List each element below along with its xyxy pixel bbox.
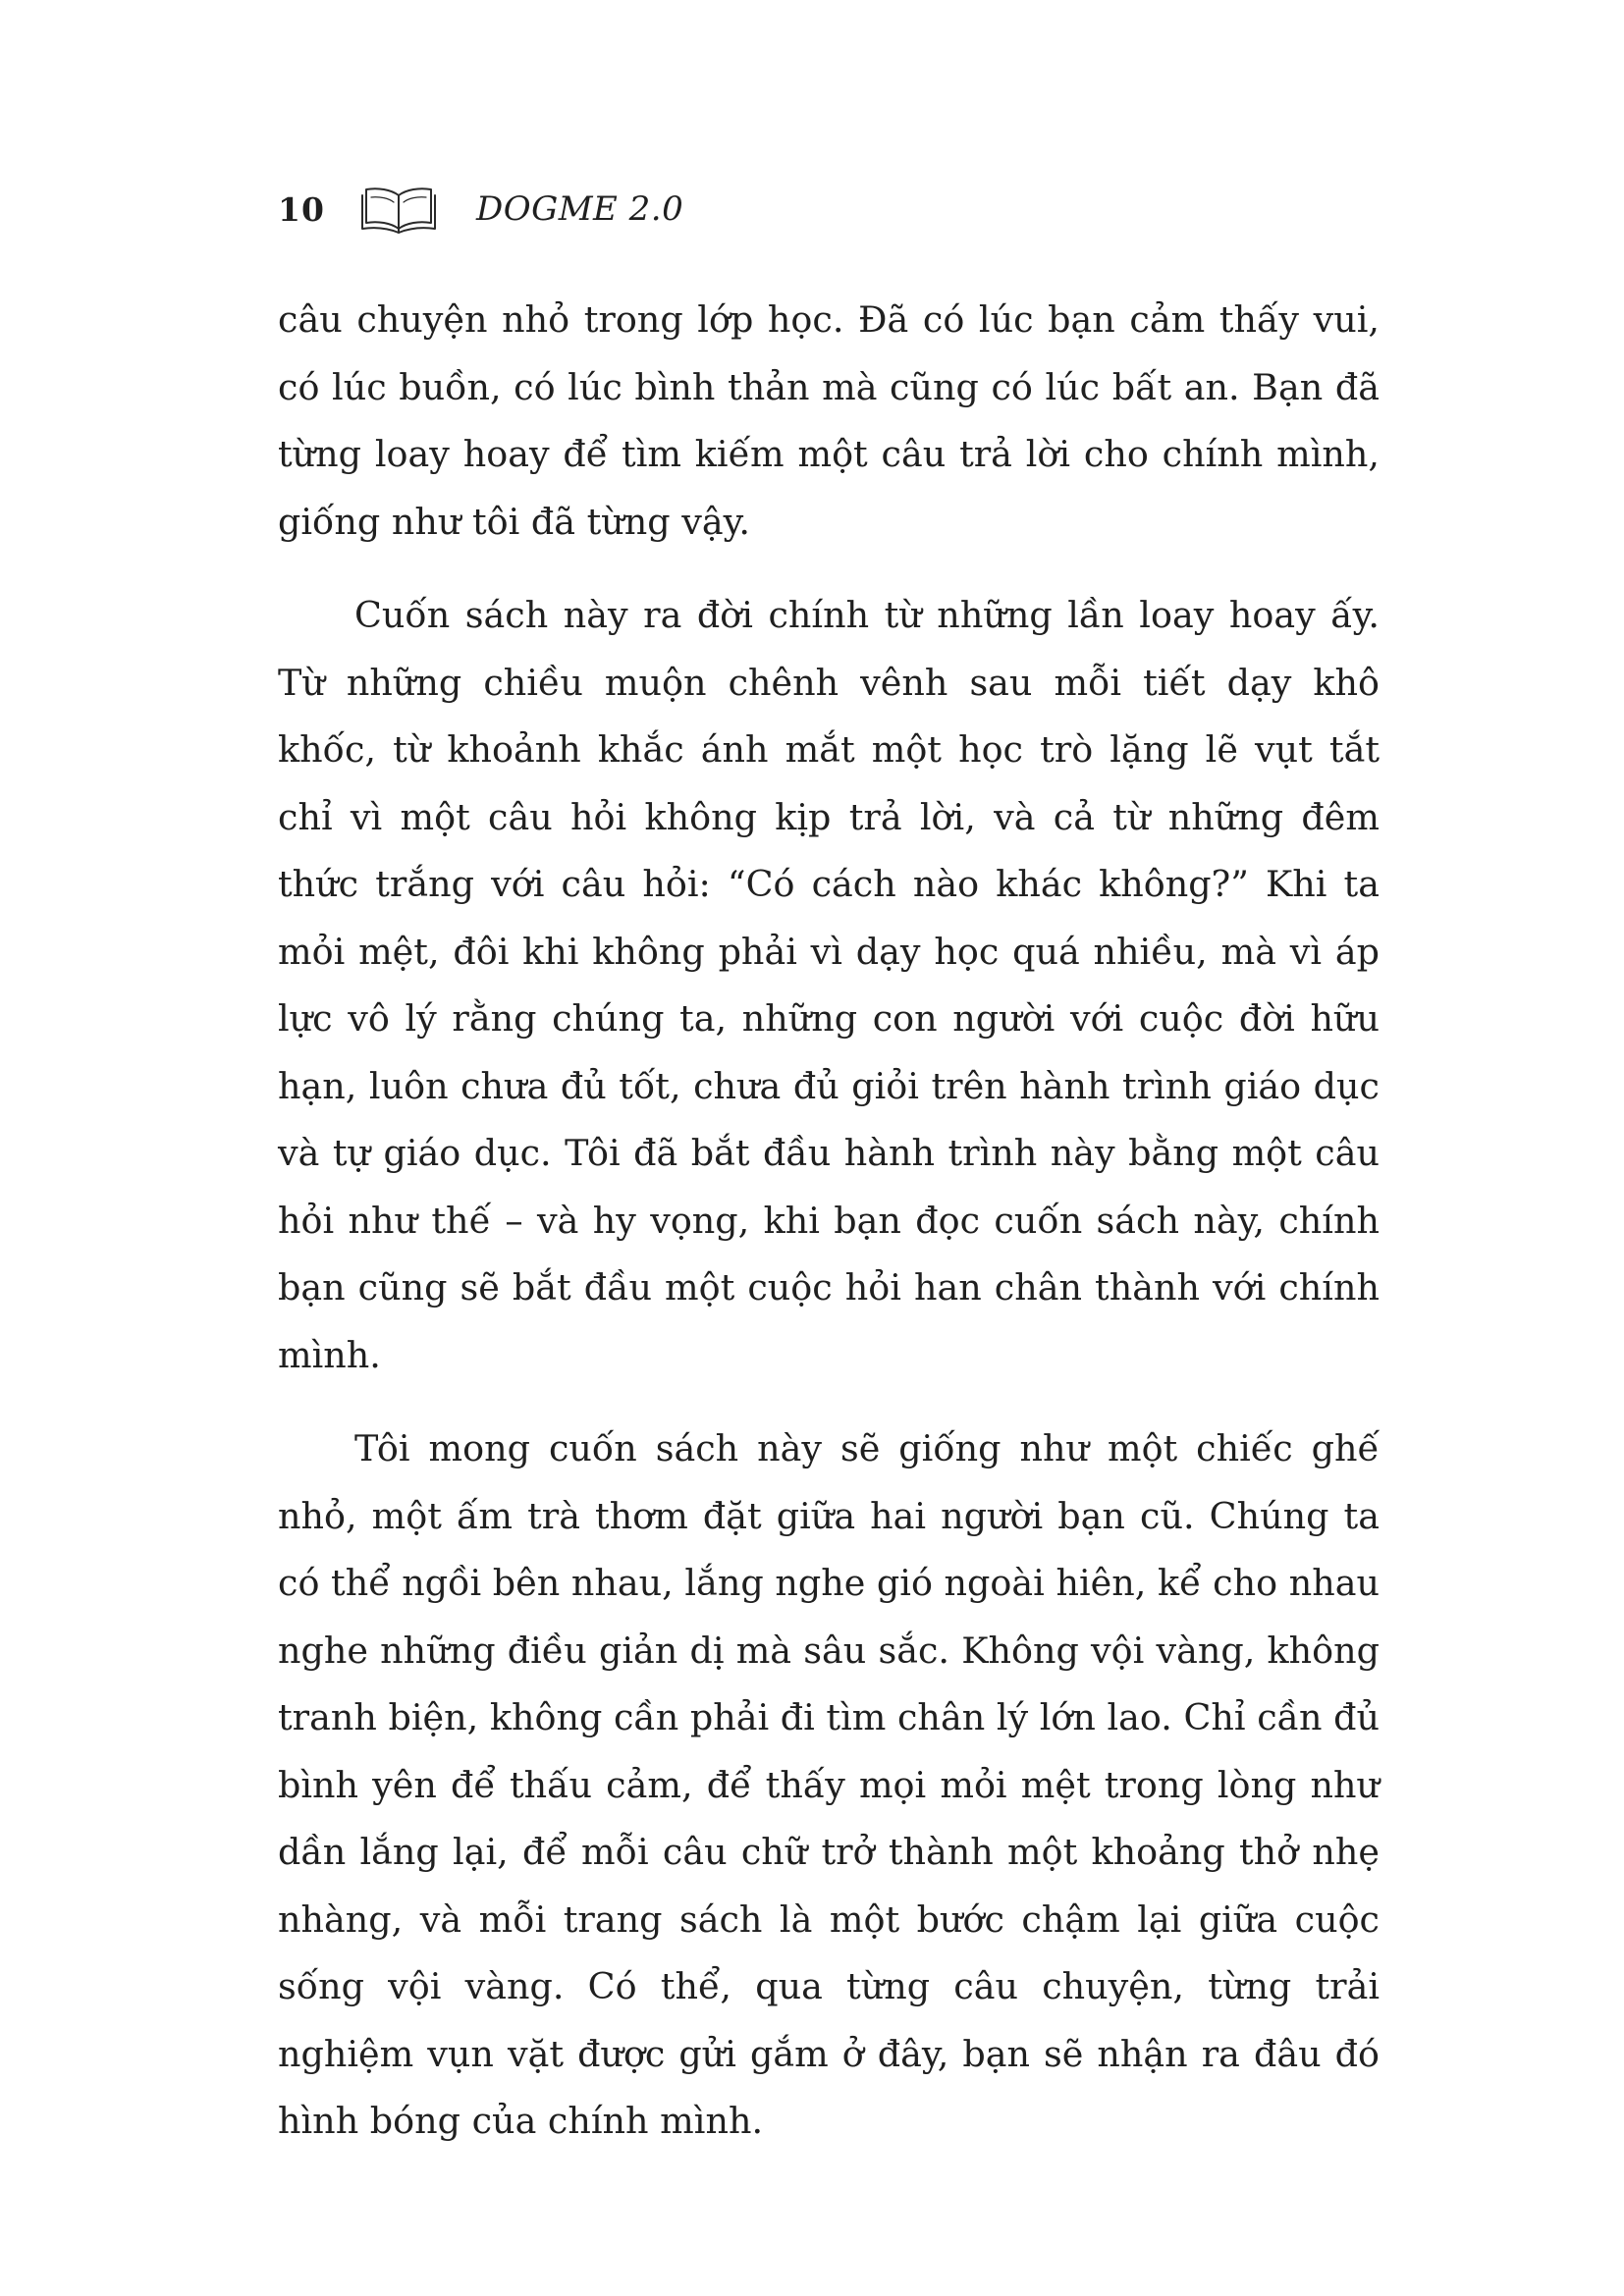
body-text [278, 287, 1380, 2156]
page-number: 10 [278, 189, 325, 229]
running-header [278, 175, 683, 243]
paragraph: Tôi mong cuốn sách này sẽ giống như một chiếc ghế nhỏ, một ấm trà thơm đặt giữa hai người bạn cũ. Chúng ta có thể ngồi bên nhau, lắng nghe gió ngoài hiên, kể cho nhau nghe những điều giản dị mà sâu sắc. Không vội vàng, không tranh biện, không cần phải đi tìm chân lý lớn lao. Chỉ cần đủ bình yên để thấu cảm, để thấy mọi mỏi mệt trong lòng như dần lắng lại, để mỗi câu chữ trở thành một khoảng thở nhẹ nhàng, và mỗi trang sách là một bước chậm lại giữa cuộc sống vội vàng. Có thể, qua từng câu chuyện, từng trải nghiệm vụn vặt được gửi gắm ở đây, bạn sẽ nhận ra đâu đó hình bóng của chính mình. [278, 1427, 1380, 2142]
running-title: DOGME 2.0 [475, 189, 684, 229]
open-book-icon [358, 182, 439, 237]
paragraph-continued: câu chuyện nhỏ trong lớp học. Đã có lúc bạn cảm thấy vui, có lúc buồn, có lúc bình thản mà cũng có lúc bất an. Bạn đã từng loay hoay để tìm kiếm một câu trả lời cho chính mình, giống như tôi đã từng vậy. [278, 298, 1380, 543]
paragraph: Cuốn sách này ra đời chính từ những lần loay hoay ấy. Từ những chiều muộn chênh vênh sau mỗi tiết dạy khô khốc, từ khoảnh khắc ánh mắt một học trò lặng lẽ vụt tắt chỉ vì một câu hỏi không kịp trả lời, và cả từ những đêm thức trắng với câu hỏi: “Có cách nào khác không?” Khi ta mỏi mệt, đôi khi không phải vì dạy học quá nhiều, mà vì áp lực vô lý rằng chúng ta, những con người với cuộc đời hữu hạn, luôn chưa đủ tốt, chưa đủ giỏi trên hành trình giáo dục và tự giáo dục. Tôi đã bắt đầu hành trình này bằng một câu hỏi như thế – và hy vọng, khi bạn đọc cuốn sách này, chính bạn cũng sẽ bắt đầu một cuộc hỏi han chân thành với chính mình. [278, 594, 1380, 1376]
